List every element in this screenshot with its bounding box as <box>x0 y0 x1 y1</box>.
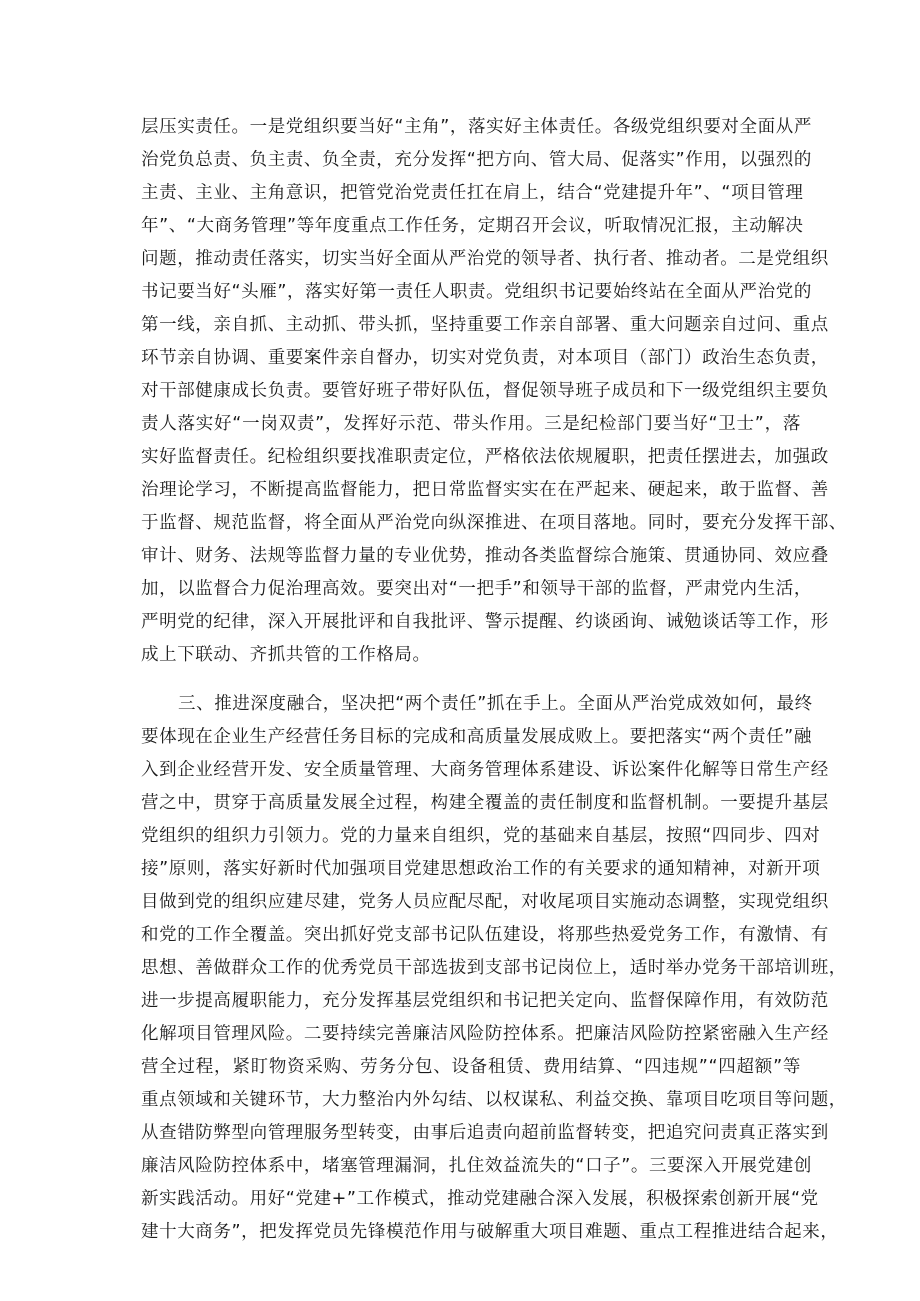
text-line: 入到企业经营开发、安全质量管理、大商务管理体系建设、诉讼案件化解等日常生产经 <box>141 760 829 780</box>
text-line: 要体现在企业生产经营任务目标的完成和高质量发展成败上。要把落实“两个责任”融 <box>141 727 812 747</box>
text-line: 加，以监督合力促治理高效。要突出对“一把手”和领导干部的监督，严肃党内生活， <box>141 579 812 599</box>
text-line: 对干部健康成长负责。要管好班子带好队伍，督促领导班子成员和下一级党组织主要负 <box>141 381 829 401</box>
text-line: 第一线，亲自抓、主动抓、带头抓，坚持重要工作亲自部署、重大问题亲自过问、重点 <box>141 315 829 335</box>
text-line: 层压实责任。一是党组织要当好“主角”，落实好主体责任。各级党组织要对全面从严 <box>141 117 812 137</box>
text-line: 营全过程，紧盯物资采购、劳务分包、设备租赁、费用结算、“四违规”“四超额”等 <box>141 1057 801 1077</box>
section-heading-line: 三、推进深度融合，坚决把“两个责任”抓在手上。全面从严治党成效如何，最终 <box>178 694 813 714</box>
text-line: 于监督、规范监督，将全面从严治党向纵深推进、在项目落地。同时，要充分发挥干部、 <box>141 513 847 533</box>
text-line: 建十大商务”，把发挥党员先锋模范作用与破解重大项目难题、重点工程推进结合起来， <box>141 1222 839 1242</box>
text-line: 从查错防弊型向管理服务型转变，由事后追责向超前监督转变，把追究问责真正落实到 <box>141 1123 829 1143</box>
text-line: 接”原则，落实好新时代加强项目党建思想政治工作的有关要求的通知精神，对新开项 <box>141 859 821 879</box>
text-line: 书记要当好“头雁”，落实好第一责任人职责。党组织书记要始终站在全面从严治党的 <box>141 282 812 302</box>
text-line: 廉洁风险防控体系中，堵塞管理漏洞，扎住效益流失的“口子”。三要深入开展党建创 <box>141 1156 812 1176</box>
text-line: 化解项目管理风险。二要持续完善廉洁风险防控体系。把廉洁风险防控紧密融入生产经 <box>141 1024 829 1044</box>
text-line: 责人落实好“一岗双责”，发挥好示范、带头作用。三是纪检部门要当好“卫士”，落 <box>141 414 801 434</box>
text-line: 治党负总责、负主责、负全责，充分发挥“把方向、管大局、促落实”作用，以强烈的 <box>141 150 812 170</box>
text-line: 思想、善做群众工作的优秀党员干部选拔到支部书记岗位上，适时举办党务干部培训班， <box>141 958 847 978</box>
text-line: 重点领域和关键环节，大力整治内外勾结、以权谋私、利益交换、靠项目吃项目等问题， <box>141 1090 847 1110</box>
text-line: 治理论学习，不断提高监督能力，把日常监督实实在在严起来、硬起来，敢于监督、善 <box>141 480 829 500</box>
text-line: 成上下联动、齐抓共管的工作格局。 <box>141 645 431 665</box>
text-line: 问题，推动责任落实，切实当好全面从严治党的领导者、执行者、推动者。二是党组织 <box>141 249 829 269</box>
text-line: 营之中，贯穿于高质量发展全过程，构建全覆盖的责任制度和监督机制。一要提升基层 <box>141 793 829 813</box>
text-line: 进一步提高履职能力，充分发挥基层党组织和书记把关定向、监督保障作用，有效防范 <box>141 991 829 1011</box>
text-line: 实好监督责任。纪检组织要找准职责定位，严格依法依规履职，把责任摆进去，加强政 <box>141 447 829 467</box>
text-line: 和党的工作全覆盖。突出抓好党支部书记队伍建设，将那些热爱党务工作，有激情、有 <box>141 925 829 945</box>
text-line: 新实践活动。用好“党建+”工作模式，推动党建融合深入发展，积极探索创新开展“党 <box>141 1189 819 1209</box>
text-line: 目做到党的组织应建尽建，党务人员应配尽配，对收尾项目实施动态调整，实现党组织 <box>141 892 829 912</box>
text-line: 党组织的组织力引领力。党的力量来自组织，党的基础来自基层，按照“四同步、四对 <box>141 826 821 846</box>
text-line: 年”、“大商务管理”等年度重点工作任务，定期召开会议，听取情况汇报，主动解决 <box>141 216 804 236</box>
text-line: 环节亲自协调、重要案件亲自督办，切实对党负责，对本项目（部门）政治生态负责， <box>141 348 829 368</box>
text-line: 审计、财务、法规等监督力量的专业优势，推动各类监督综合施策、贯通协同、效应叠 <box>141 546 829 566</box>
text-line: 主责、主业、主角意识，把管党治党责任扛在肩上，结合“党建提升年”、“项目管理 <box>141 183 804 203</box>
text-line: 严明党的纪律，深入开展批评和自我批评、警示提醒、约谈函询、诫勉谈话等工作，形 <box>141 612 829 632</box>
